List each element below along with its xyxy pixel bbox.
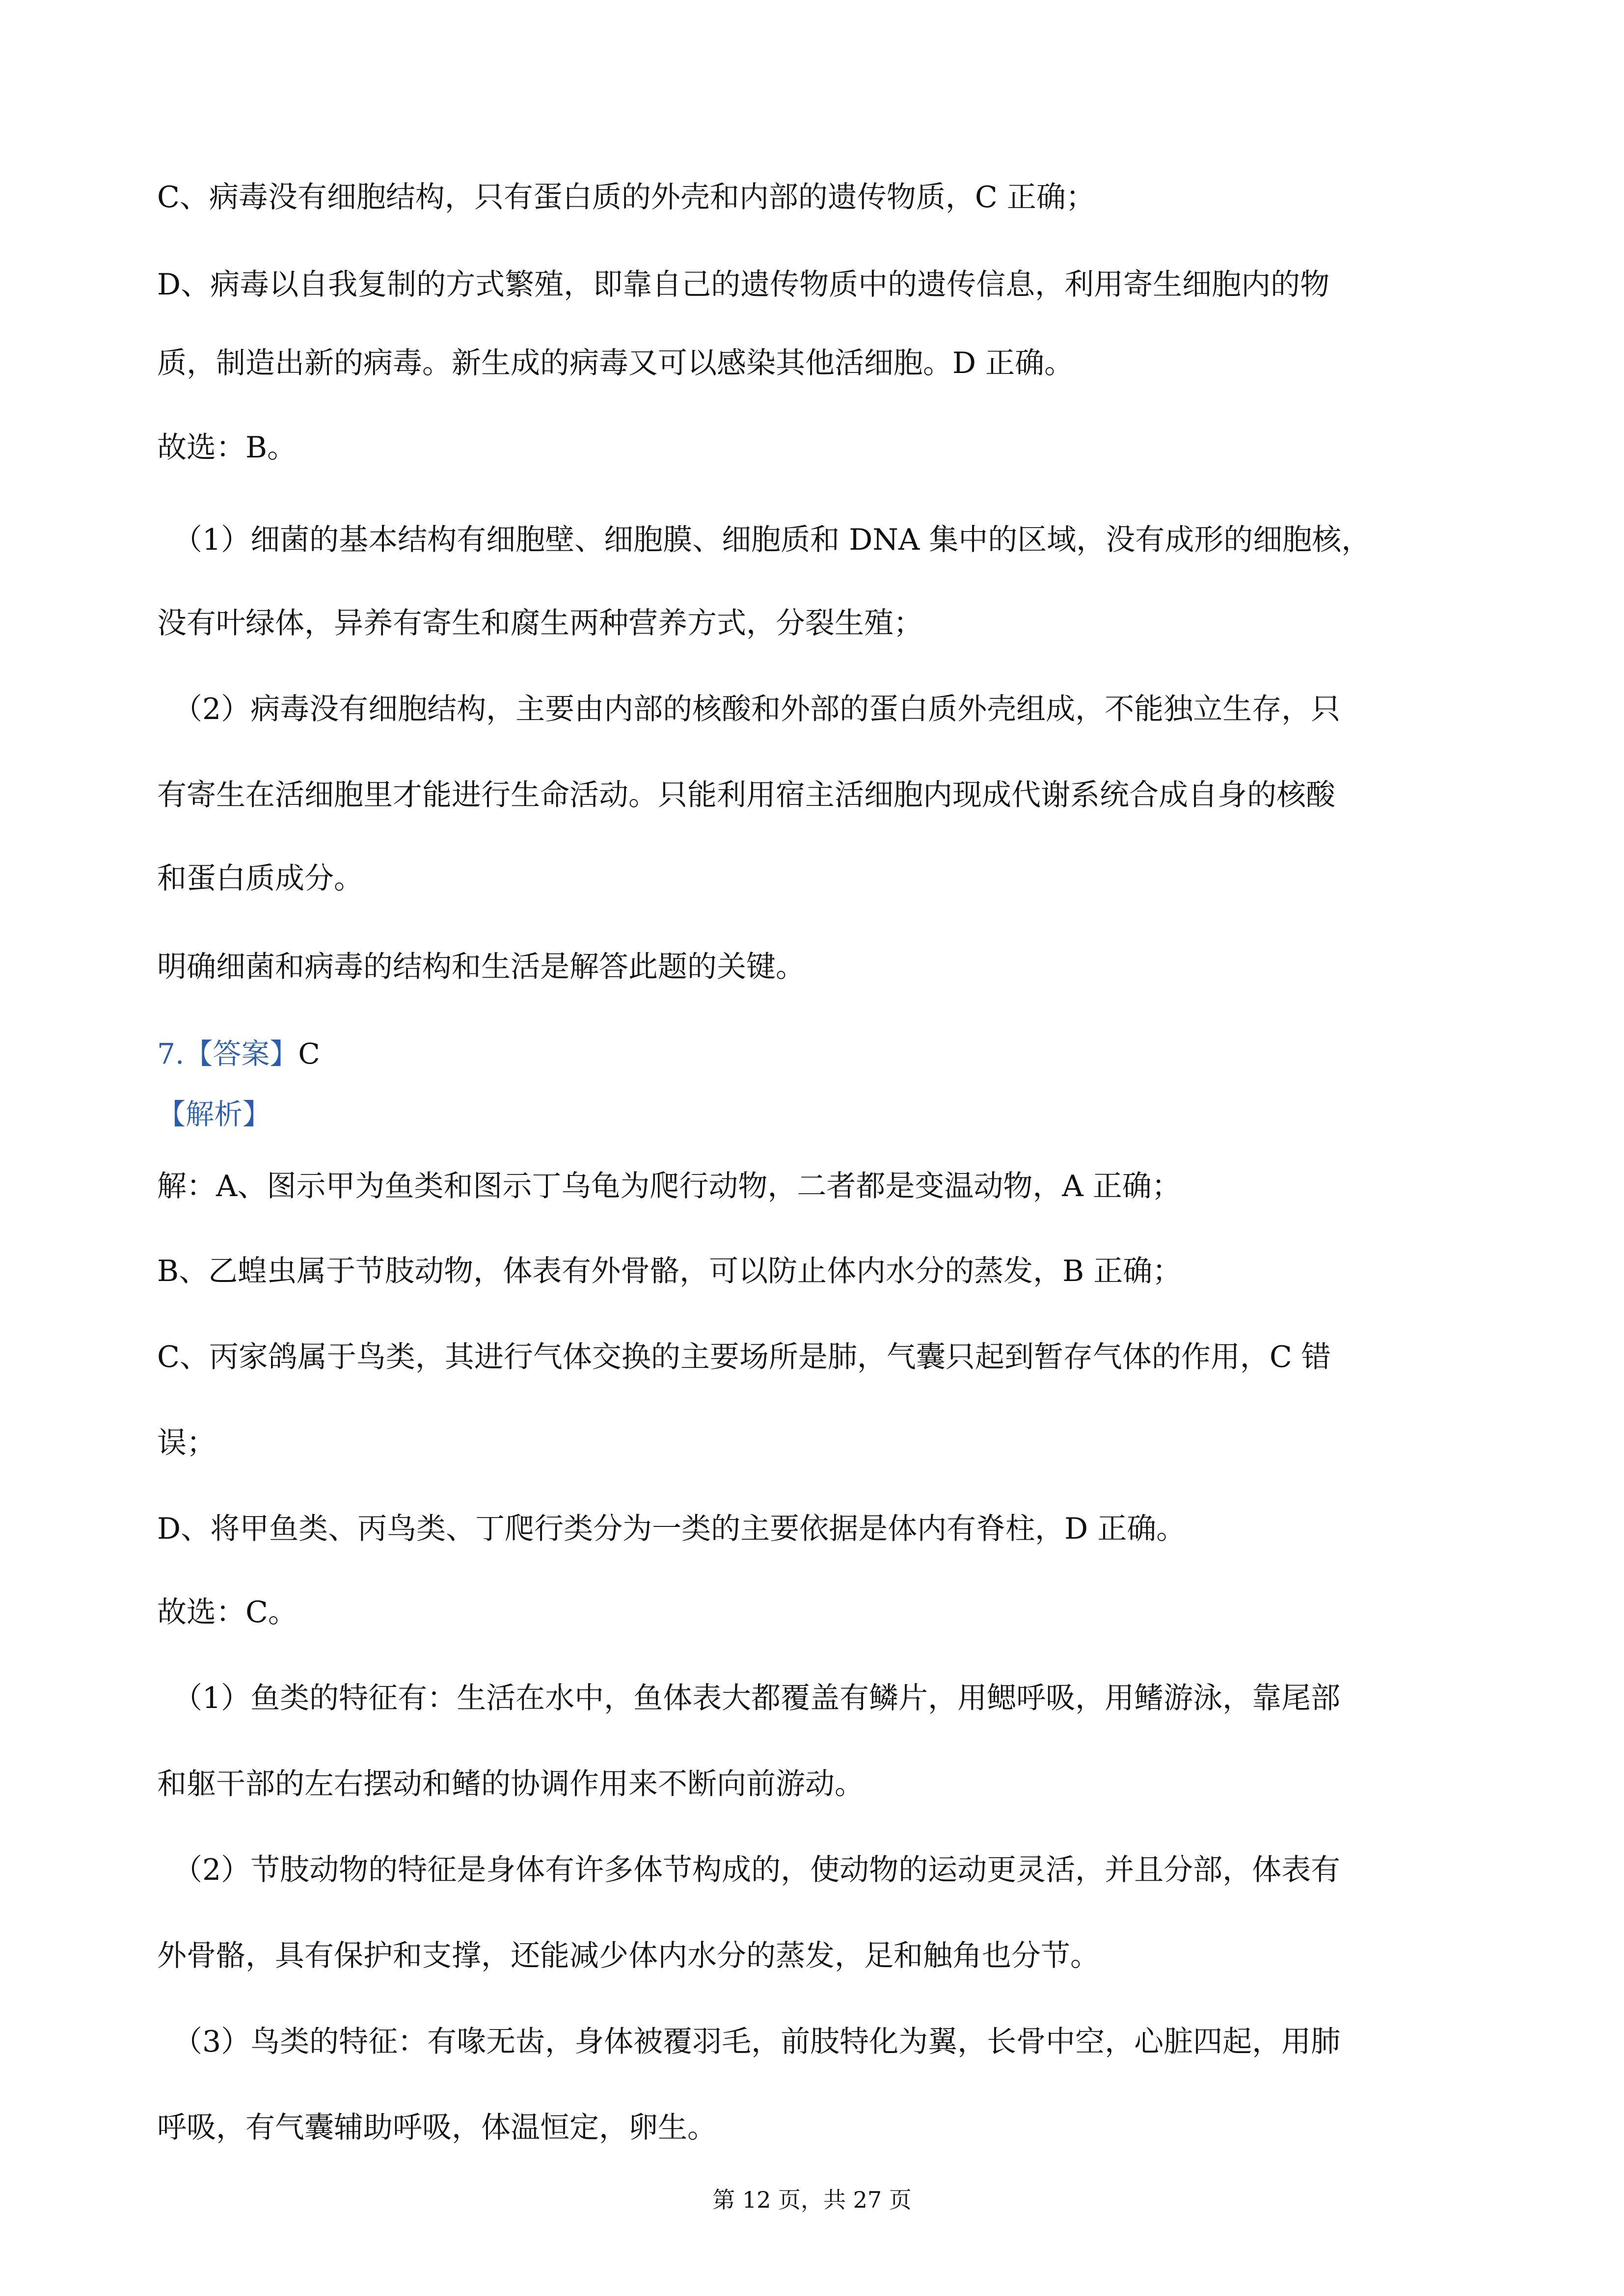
- question-7-answer-header: [157, 1034, 1483, 1073]
- analysis-tag: 【解析】: [157, 1097, 271, 1131]
- explanation-line: 有寄生在活细胞里才能进行生命活动。只能利用宿主活细胞内现成代谢系统合成自身的核酸: [157, 778, 1335, 812]
- answer-tag: 【答案】: [184, 1037, 298, 1070]
- analysis-line: C、病毒没有细胞结构，只有蛋白质的外壳和内部的遗传物质，C 正确；: [157, 180, 1095, 214]
- explanation-line: 和蛋白质成分。: [157, 861, 363, 896]
- question-7-analysis-header: [157, 1095, 1483, 1134]
- analysis-line: 误；: [157, 1426, 216, 1460]
- analysis-line: 质，制造出新的病毒。新生成的病毒又可以感染其他活细胞。D 正确。: [157, 346, 1074, 380]
- explanation-line: （1）鱼类的特征有：生活在水中，鱼体表大都覆盖有鳞片，用鳃呼吸，用鳍游泳，靠尾部: [173, 1681, 1341, 1715]
- answer-value: C: [298, 1037, 320, 1070]
- analysis-line: 解：A、图示甲为鱼类和图示丁乌龟为爬行动物，二者都是变温动物，A 正确；: [157, 1169, 1181, 1203]
- analysis-line: D、病毒以自我复制的方式繁殖，即靠自己的遗传物质中的遗传信息，利用寄生细胞内的物: [157, 267, 1330, 302]
- conclusion-line: 故选：C。: [157, 1595, 298, 1629]
- analysis-line: B、乙蝗虫属于节肢动物，体表有外骨骼，可以防止体内水分的蒸发，B 正确；: [157, 1254, 1182, 1288]
- explanation-line: （3）鸟类的特征：有喙无齿，身体被覆羽毛，前肢特化为翼，长骨中空，心脏四起，用肺: [173, 2025, 1341, 2059]
- explanation-line: 呼吸，有气囊辅助呼吸，体温恒定，卵生。: [157, 2110, 717, 2145]
- explanation-line: （2）节肢动物的特征是身体有许多体节构成的，使动物的运动更灵活，并且分部，体表有: [173, 1853, 1341, 1887]
- conclusion-line: 故选：B。: [157, 430, 297, 465]
- question-number: 7.: [157, 1037, 185, 1070]
- explanation-line: （2）病毒没有细胞结构，主要由内部的核酸和外部的蛋白质外壳组成，不能独立生存，只: [173, 692, 1341, 726]
- explanation-line: 外骨骼，具有保护和支撑，还能减少体内水分的蒸发，足和触角也分节。: [157, 1939, 1100, 1973]
- analysis-line: D、将甲鱼类、丙鸟类、丁爬行类分为一类的主要依据是体内有脊柱，D 正确。: [157, 1512, 1186, 1546]
- explanation-line: 和躯干部的左右摆动和鳍的协调作用来不断向前游动。: [157, 1767, 864, 1801]
- explanation-line: （1）细菌的基本结构有细胞壁、细胞膜、细胞质和 DNA 集中的区域，没有成形的细胞核，: [173, 523, 1371, 557]
- page-footer: 第 12 页，共 27 页: [712, 2187, 912, 2213]
- analysis-line: C、丙家鸽属于鸟类，其进行气体交换的主要场所是肺，气囊只起到暂存气体的作用，C 错: [157, 1340, 1331, 1374]
- explanation-line: 没有叶绿体，异养有寄生和腐生两种营养方式，分裂生殖；: [157, 606, 923, 641]
- summary-line: 明确细菌和病毒的结构和生活是解答此题的关键。: [157, 950, 805, 984]
